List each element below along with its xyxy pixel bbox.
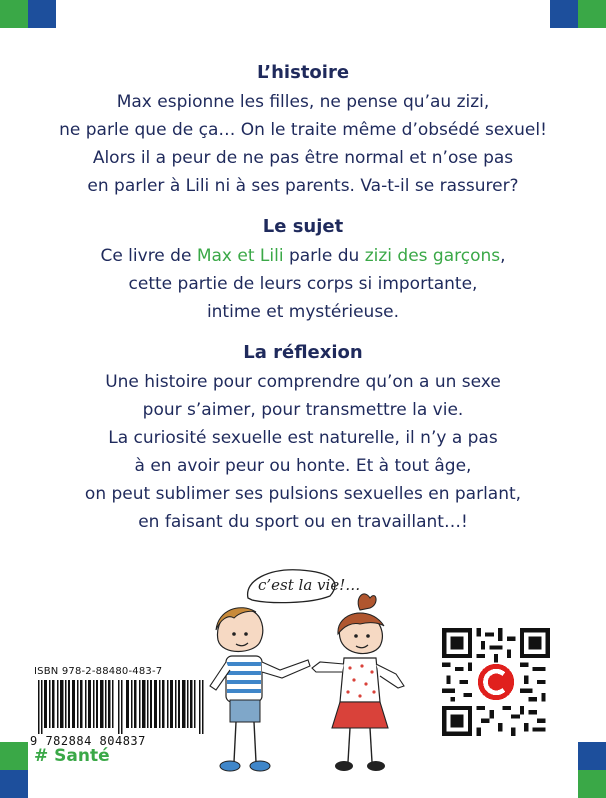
reflection-line: on peut sublimer ses pulsions sexuelles en parlant,: [84, 484, 522, 504]
max-figure: [210, 608, 310, 771]
category-tag: # Santé: [34, 746, 110, 766]
story-heading: L’histoire: [256, 62, 350, 83]
reflection-line: La curiosité sexuelle est naturelle, il n’y a pas: [108, 428, 498, 448]
reflection-line: en faisant du sport ou en travaillant…!: [138, 512, 468, 532]
story-line: Alors il a peur de ne pas être normal et n’ose pas: [92, 148, 514, 168]
qr-code[interactable]: [442, 628, 550, 736]
story-section: [0, 58, 606, 200]
barcode-digits: 9 782884 804837: [30, 734, 146, 748]
subject-line: cette partie de leurs corps si importante,: [128, 274, 478, 294]
reflection-line: Une histoire pour comprendre qu’on a un sexe: [105, 372, 501, 392]
subject-heading: Le sujet: [262, 216, 344, 237]
topic-name: zizi des garçons: [364, 246, 501, 266]
subject-line: intime et mystérieuse.: [206, 302, 400, 322]
story-line: ne parle que de ça… On le traite même d’obsédé sexuel!: [59, 120, 547, 140]
barcode: [34, 680, 212, 734]
reflection-line: à en avoir peur ou honte. Et à tout âge,: [134, 456, 472, 476]
subject-section: [0, 212, 606, 326]
corner-decoration-top-right: [550, 0, 606, 28]
reflection-heading: La réflexion: [243, 342, 363, 363]
max-and-lili-illustration: [200, 538, 420, 786]
reflection-line: pour s’aimer, pour transmettre la vie.: [142, 400, 464, 420]
corner-decoration-bottom-left: [0, 742, 28, 798]
corner-decoration-bottom-right: [578, 742, 606, 798]
lili-figure: [312, 594, 404, 771]
reflection-section: [0, 338, 606, 536]
story-line: en parler à Lili ni à ses parents. Va-t-il se rassurer?: [87, 176, 519, 196]
subject-text: ,: [500, 246, 506, 266]
isbn-label: ISBN 978-2-88480-483-7: [34, 666, 163, 677]
subject-text: Ce livre de: [100, 246, 197, 266]
subject-text: parle du: [283, 246, 365, 266]
back-cover-text: [0, 58, 606, 548]
corner-decoration-top-left: [0, 0, 56, 28]
series-name: Max et Lili: [196, 246, 284, 266]
subject-line: [0, 242, 606, 270]
story-line: Max espionne les filles, ne pense qu’au zizi,: [116, 92, 490, 112]
speech-text: c’est la vie!…: [258, 576, 361, 594]
